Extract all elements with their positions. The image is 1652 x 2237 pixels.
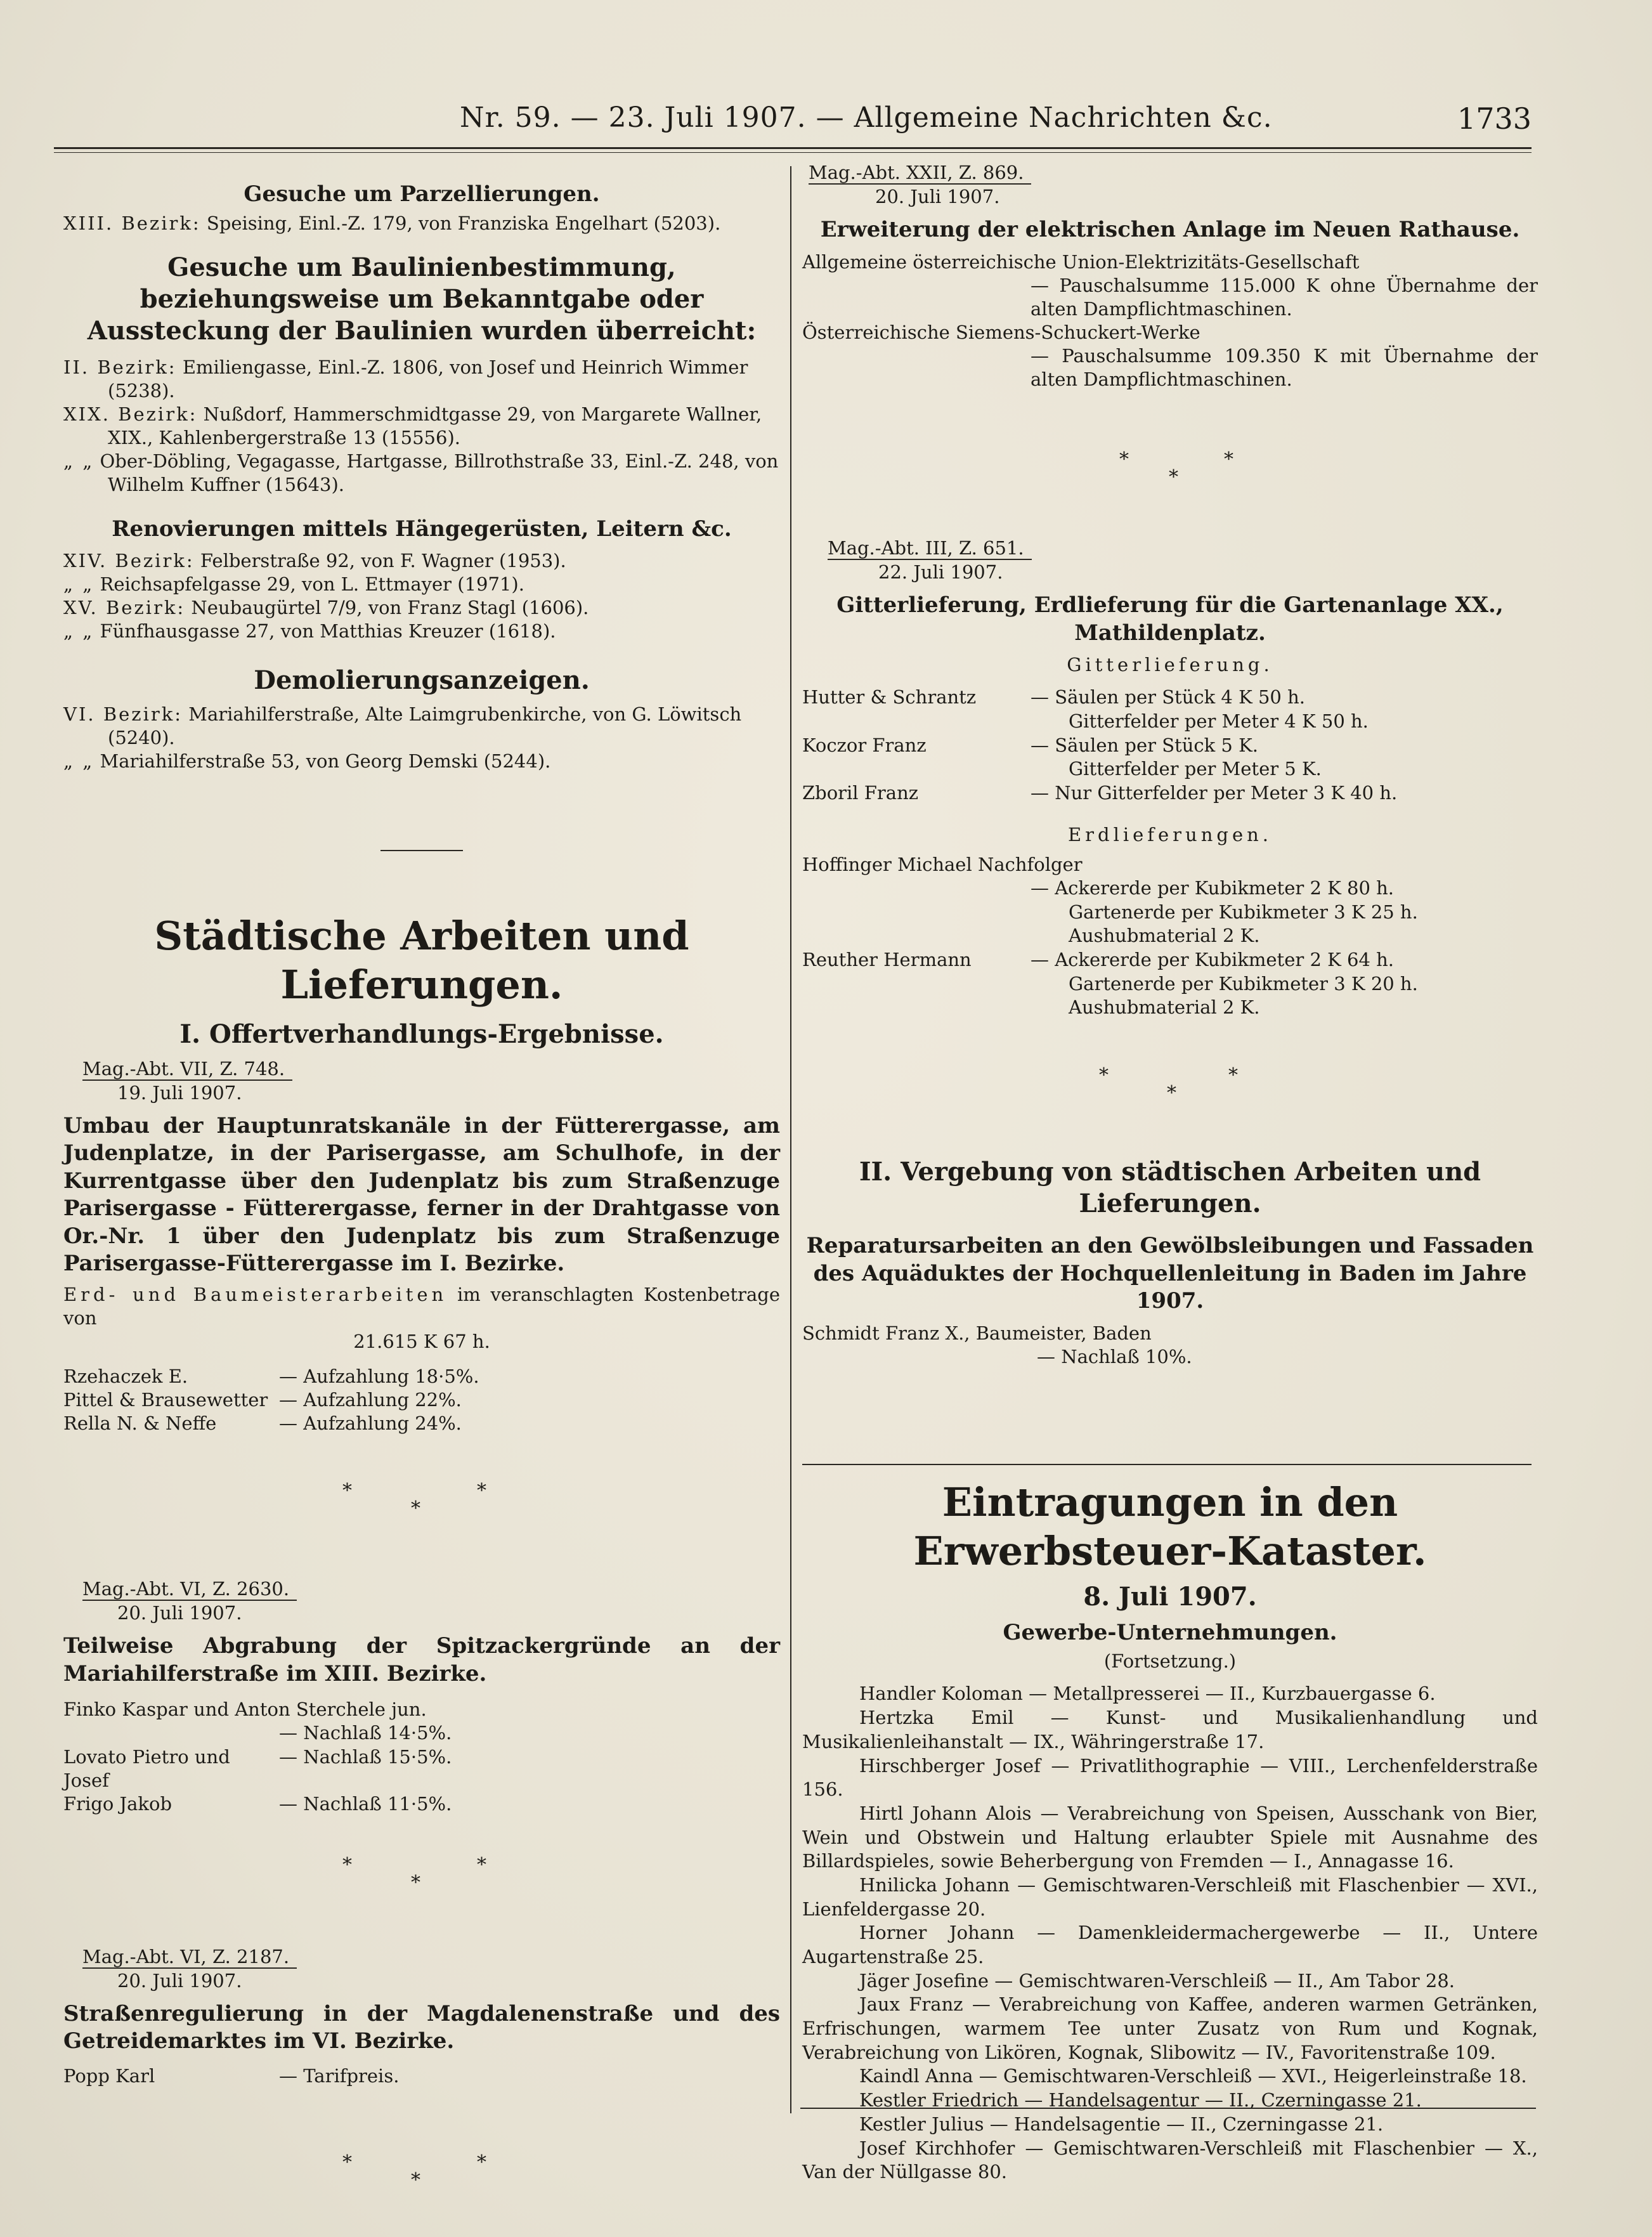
reference-number: Mag.-Abt. VII, Z. 748. [82, 1058, 292, 1081]
star: * [1099, 1064, 1109, 1087]
job-intro: Erd- und Baumeisterarbeiten im veranschlagten Kostenbetrage von [63, 1283, 781, 1329]
list-item: „ „ Fünfhausgasse 27, von Matthias Kreuzer (1618). [63, 620, 556, 642]
bid-value: Gitterfelder per Meter 4 K 50 h. [1069, 710, 1369, 732]
list-item: Hirschberger Josef — Privatlithographie — VIII., Lerchenfelderstraße 156. [802, 1754, 1538, 1801]
list-item: Hnilicka Johann — Gemischtwaren-Verschleiß mit Flaschenbier — XVI., Lienfeldergasse 20. [802, 1874, 1538, 1920]
job-title: Teilweise Abgrabung der Spitzackergründe an der Mariahilferstraße im XIII. Bezirke. [63, 1633, 780, 1686]
star: * [411, 2169, 420, 2191]
bid-row: Frigo Jakob — Nachlaß 11·5%. [63, 1792, 452, 1815]
list-item: Handler Koloman — Metallpresserei — II., Kurzbauergasse 6. [859, 1683, 1436, 1705]
bid-row: Lovato Pietro und Josef — Nachlaß 15·5%. [63, 1745, 452, 1791]
star: * [342, 1853, 352, 1876]
demolierungen-list [63, 703, 780, 773]
offertverhandlungs-heading: I. Offertverhandlungs-Ergebnisse. [179, 1019, 664, 1049]
star: * [1119, 448, 1129, 471]
job-title: Umbau der Hauptunratskanäle in der Fütterergasse, am Judenplatze, in der Parisergasse, am Schulhofe, in der Kurrentgasse über den Judenplatz bis zum Straßenzuge Parisergasse - Fütterergasse, ferner in der Drahtgasse von Or.-Nr. 1 über den Judenplatz bis zum Straßenzuge Parisergasse-Fütterergasse im I. Bezirke. [63, 1112, 780, 1277]
bidder-line: Schmidt Franz X., Baumeister, Baden [802, 1322, 1152, 1344]
kataster-date: 8. Juli 1907. [1083, 1581, 1257, 1612]
kataster-subheading: Gewerbe-Unternehmungen. [1003, 1619, 1337, 1645]
kataster-heading: Eintragungen in den Erwerbsteuer-Kataster. [913, 1478, 1427, 1575]
list-item: „ „ Mariahilferstraße 53, von Georg Demski (5244). [63, 750, 551, 773]
bid-value: — Pauschalsumme 109.350 K mit Übernahme der alten Dampflichtmaschinen. [1031, 344, 1538, 391]
list-item: II. Bezirk: Emiliengasse, Einl.-Z. 1806, von Josef und Heinrich Wimmer (5238). [63, 356, 748, 401]
staedtische-arbeiten-heading: Städtische Arbeiten und Lieferungen. [154, 912, 689, 1008]
asterism [63, 2151, 780, 2212]
bid-list [63, 1365, 780, 1435]
job-748 [63, 1058, 780, 1436]
asterism [802, 448, 1538, 509]
list-item: Kestler Friedrich — Handelsagentur — II., Czerningasse 21. [859, 2089, 1422, 2111]
parzellierungen-list [63, 212, 780, 235]
bid-value: Gartenerde per Kubikmeter 3 K 20 h. [1069, 972, 1418, 995]
list-item: XIX. Bezirk: Nußdorf, Hammerschmidtgasse 29, von Margarete Wallner, XIX., Kahlenbergerstraße 13 (15556). [63, 403, 762, 448]
bid-value: — Nachlaß 10%. [1037, 1345, 1192, 1367]
star: * [477, 1480, 486, 1503]
parzellierungen-heading: Gesuche um Parzellierungen. [244, 181, 600, 207]
bid-value: Gartenerde per Kubikmeter 3 K 25 h. [1069, 901, 1418, 923]
list-item: XIV. Bezirk: Felberstraße 92, von F. Wagner (1953). [63, 549, 566, 571]
list-item: Jäger Josefine — Gemischtwaren-Verschleiß — II., Am Tabor 28. [859, 1969, 1455, 1992]
subheading-gitter: Gitterlieferung. [1067, 654, 1273, 676]
running-title: Nr. 59. — 23. Juli 1907. — Allgemeine Nachrichten &c. [460, 101, 1273, 134]
star: * [411, 1871, 420, 1894]
page-number: 1733 [1457, 101, 1532, 136]
kataster-continuation: (Fortsetzung.) [1103, 1650, 1237, 1673]
star: * [1167, 1082, 1176, 1105]
bid-value: Aushubmaterial 2 K. [1069, 925, 1260, 947]
left-column [63, 162, 780, 2212]
right-column [802, 162, 1538, 2184]
renovierungen-list [63, 549, 780, 643]
star: * [1228, 1064, 1238, 1087]
bid-row: Rella N. & Neffe — Aufzahlung 24%. [63, 1412, 462, 1435]
bid-list-gitter [802, 686, 1538, 805]
bidder-line: Österreichische Siemens-Schuckert-Werke [802, 321, 1200, 343]
page-header [54, 101, 1532, 152]
bid-list [63, 2064, 780, 2088]
star: * [1224, 448, 1233, 471]
bottom-rule [800, 2108, 1536, 2109]
bid-row: Reuther Hermann — Ackererde per Kubikmeter 2 K 64 h. [802, 949, 1395, 971]
job-amount: 21.615 K 67 h. [353, 1330, 490, 1352]
reference-date: 22. Juli 1907. [878, 561, 1003, 584]
list-item: „ „ Ober-Döbling, Vegagasse, Hartgasse, Billrothstraße 33, Einl.-Z. 248, von Wilhelm Kuffner (15643). [63, 450, 779, 496]
bid-list-erd [802, 853, 1538, 1020]
header-rule [54, 147, 1532, 149]
list-item: „ „ Reichsapfelgasse 29, von L. Ettmayer (1971). [63, 573, 524, 595]
bid-row: Rzehaczek E. — Aufzahlung 18·5%. [63, 1365, 479, 1387]
kataster-list [802, 1682, 1538, 2184]
header-rule-thin [54, 152, 1532, 153]
job-title: Erweiterung der elektrischen Anlage im Neuen Rathause. [820, 217, 1520, 242]
reference-number: Mag.-Abt. III, Z. 651. [828, 537, 1032, 560]
star: * [1169, 466, 1178, 489]
baulinien-list [63, 356, 780, 497]
bid-list [63, 1698, 780, 1816]
job-title: Gitterlieferung, Erdlieferung für die Gartenanlage XX., Mathildenplatz. [836, 592, 1504, 646]
subheading-erd: Erdlieferungen. [1067, 823, 1273, 845]
list-item: Josef Kirchhofer — Gemischtwaren-Verschleiß mit Flaschenbier — X., Van der Nüllgasse 80. [802, 2137, 1538, 2183]
star: * [477, 1853, 486, 1876]
bid-row: Koczor Franz — Säulen per Stück 5 K. [802, 734, 1258, 756]
job-651 [802, 537, 1538, 1020]
job-2630 [63, 1578, 780, 1816]
bid-row: Zboril Franz — Nur Gitterfelder per Meter 3 K 40 h. [802, 782, 1398, 804]
job-title: Reparatursarbeiten an den Gewölbsleibungen und Fassaden des Aquäduktes der Hochquellenleitung in Baden im Jahre 1907. [806, 1233, 1534, 1314]
list-item: Horner Johann — Damenkleidermachergewerbe — II., Untere Augartenstraße 25. [802, 1922, 1538, 1968]
asterism [63, 1480, 780, 1540]
star: * [342, 1480, 352, 1503]
list-item: VI. Bezirk: Mariahilferstraße, Alte Laimgrubenkirche, von G. Löwitsch (5240). [63, 703, 742, 749]
list-item: Kaindl Anna — Gemischtwaren-Verschleiß — XVI., Heigerleinstraße 18. [859, 2065, 1527, 2087]
bidder-line: Finko Kaspar und Anton Sterchele jun. [63, 1699, 427, 1721]
list-item: XV. Bezirk: Neubaugürtel 7/9, von Franz Stagl (1606). [63, 596, 589, 618]
job-869 [802, 162, 1538, 391]
star: * [477, 2151, 486, 2174]
list-item: Jaux Franz — Verabreichung von Kaffee, anderen warmen Getränken, Erfrischungen, warmem Tee unter Zusatz von Rum und Kognak, Verabreichung von Likören, Kognak, Slibowitz — IV., Favoritenstraße 109. [802, 1993, 1538, 2063]
baulinien-heading: Gesuche um Baulinienbestimmung, beziehungsweise um Bekanntgabe oder Aussteckung der Baulinien wurden überreicht: [87, 252, 757, 346]
reference-date: 20. Juli 1907. [117, 1969, 242, 1992]
section-divider [380, 850, 463, 851]
reference-number: Mag.-Abt. VI, Z. 2630. [82, 1578, 297, 1601]
job-aquaedukt [802, 1232, 1538, 1369]
job-title: Straßenregulierung in der Magdalenenstraße und des Getreidemarktes im VI. Bezirke. [63, 2000, 780, 2054]
reference-date: 20. Juli 1907. [875, 186, 1000, 207]
bid-value: Gitterfelder per Meter 5 K. [1069, 758, 1322, 780]
section-rule [802, 1464, 1532, 1465]
bid-value: — Nachlaß 14·5%. [279, 1722, 452, 1744]
reference-date: 19. Juli 1907. [117, 1081, 242, 1104]
star: * [411, 1497, 420, 1520]
star: * [342, 2151, 352, 2174]
bid-row: Popp Karl — Tarifpreis. [63, 2064, 400, 2087]
renovierungen-heading: Renovierungen mittels Hängegerüsten, Leitern &c. [112, 516, 732, 542]
bid-value: Aushubmaterial 2 K. [1069, 996, 1260, 1019]
list-item: Kestler Julius — Handelsagentie — II., Czerningasse 21. [859, 2113, 1384, 2135]
list-item: XIII. Bezirk: Speising, Einl.-Z. 179, von Franziska Engelhart (5203). [63, 212, 721, 234]
bidder-line: Allgemeine österreichische Union-Elektrizitäts-Gesellschaft [802, 251, 1360, 273]
column-divider [790, 166, 791, 2113]
bidder-line: Hoffinger Michael Nachfolger [802, 853, 1083, 875]
demolierungen-heading: Demolierungsanzeigen. [254, 665, 590, 696]
bid-row: Pittel & Brausewetter — Aufzahlung 22%. [63, 1389, 462, 1411]
reference-number: Mag.-Abt. VI, Z. 2187. [82, 1946, 297, 1969]
list-item: Hertzka Emil — Kunst- und Musikalienhandlung und Musikalienleihanstalt — IX., Währingerstraße 17. [802, 1707, 1538, 1752]
reference-date: 20. Juli 1907. [117, 1602, 242, 1624]
bid-row: Hutter & Schrantz — Säulen per Stück 4 K 50 h. [802, 686, 1305, 708]
asterism [63, 1854, 780, 1914]
list-item: Hirtl Johann Alois — Verabreichung von Speisen, Ausschank von Bier, Wein und Obstwein und Haltung erlaubter Spiele mit Ausnahme des Billardspieles, sowie Beherbergung von Fremden — I., Annagasse 16. [802, 1802, 1538, 1872]
reference-number: Mag.-Abt. XXII, Z. 869. [809, 162, 1031, 185]
vergebung-heading: II. Vergebung von städtischen Arbeiten und Lieferungen. [859, 1157, 1481, 1219]
bid-value: — Pauschalsumme 115.000 K ohne Übernahme der alten Dampflichtmaschinen. [1031, 274, 1538, 320]
job-2187 [63, 1946, 780, 2088]
bid-value: — Ackererde per Kubikmeter 2 K 80 h. [1031, 877, 1395, 899]
asterism [802, 1064, 1538, 1125]
